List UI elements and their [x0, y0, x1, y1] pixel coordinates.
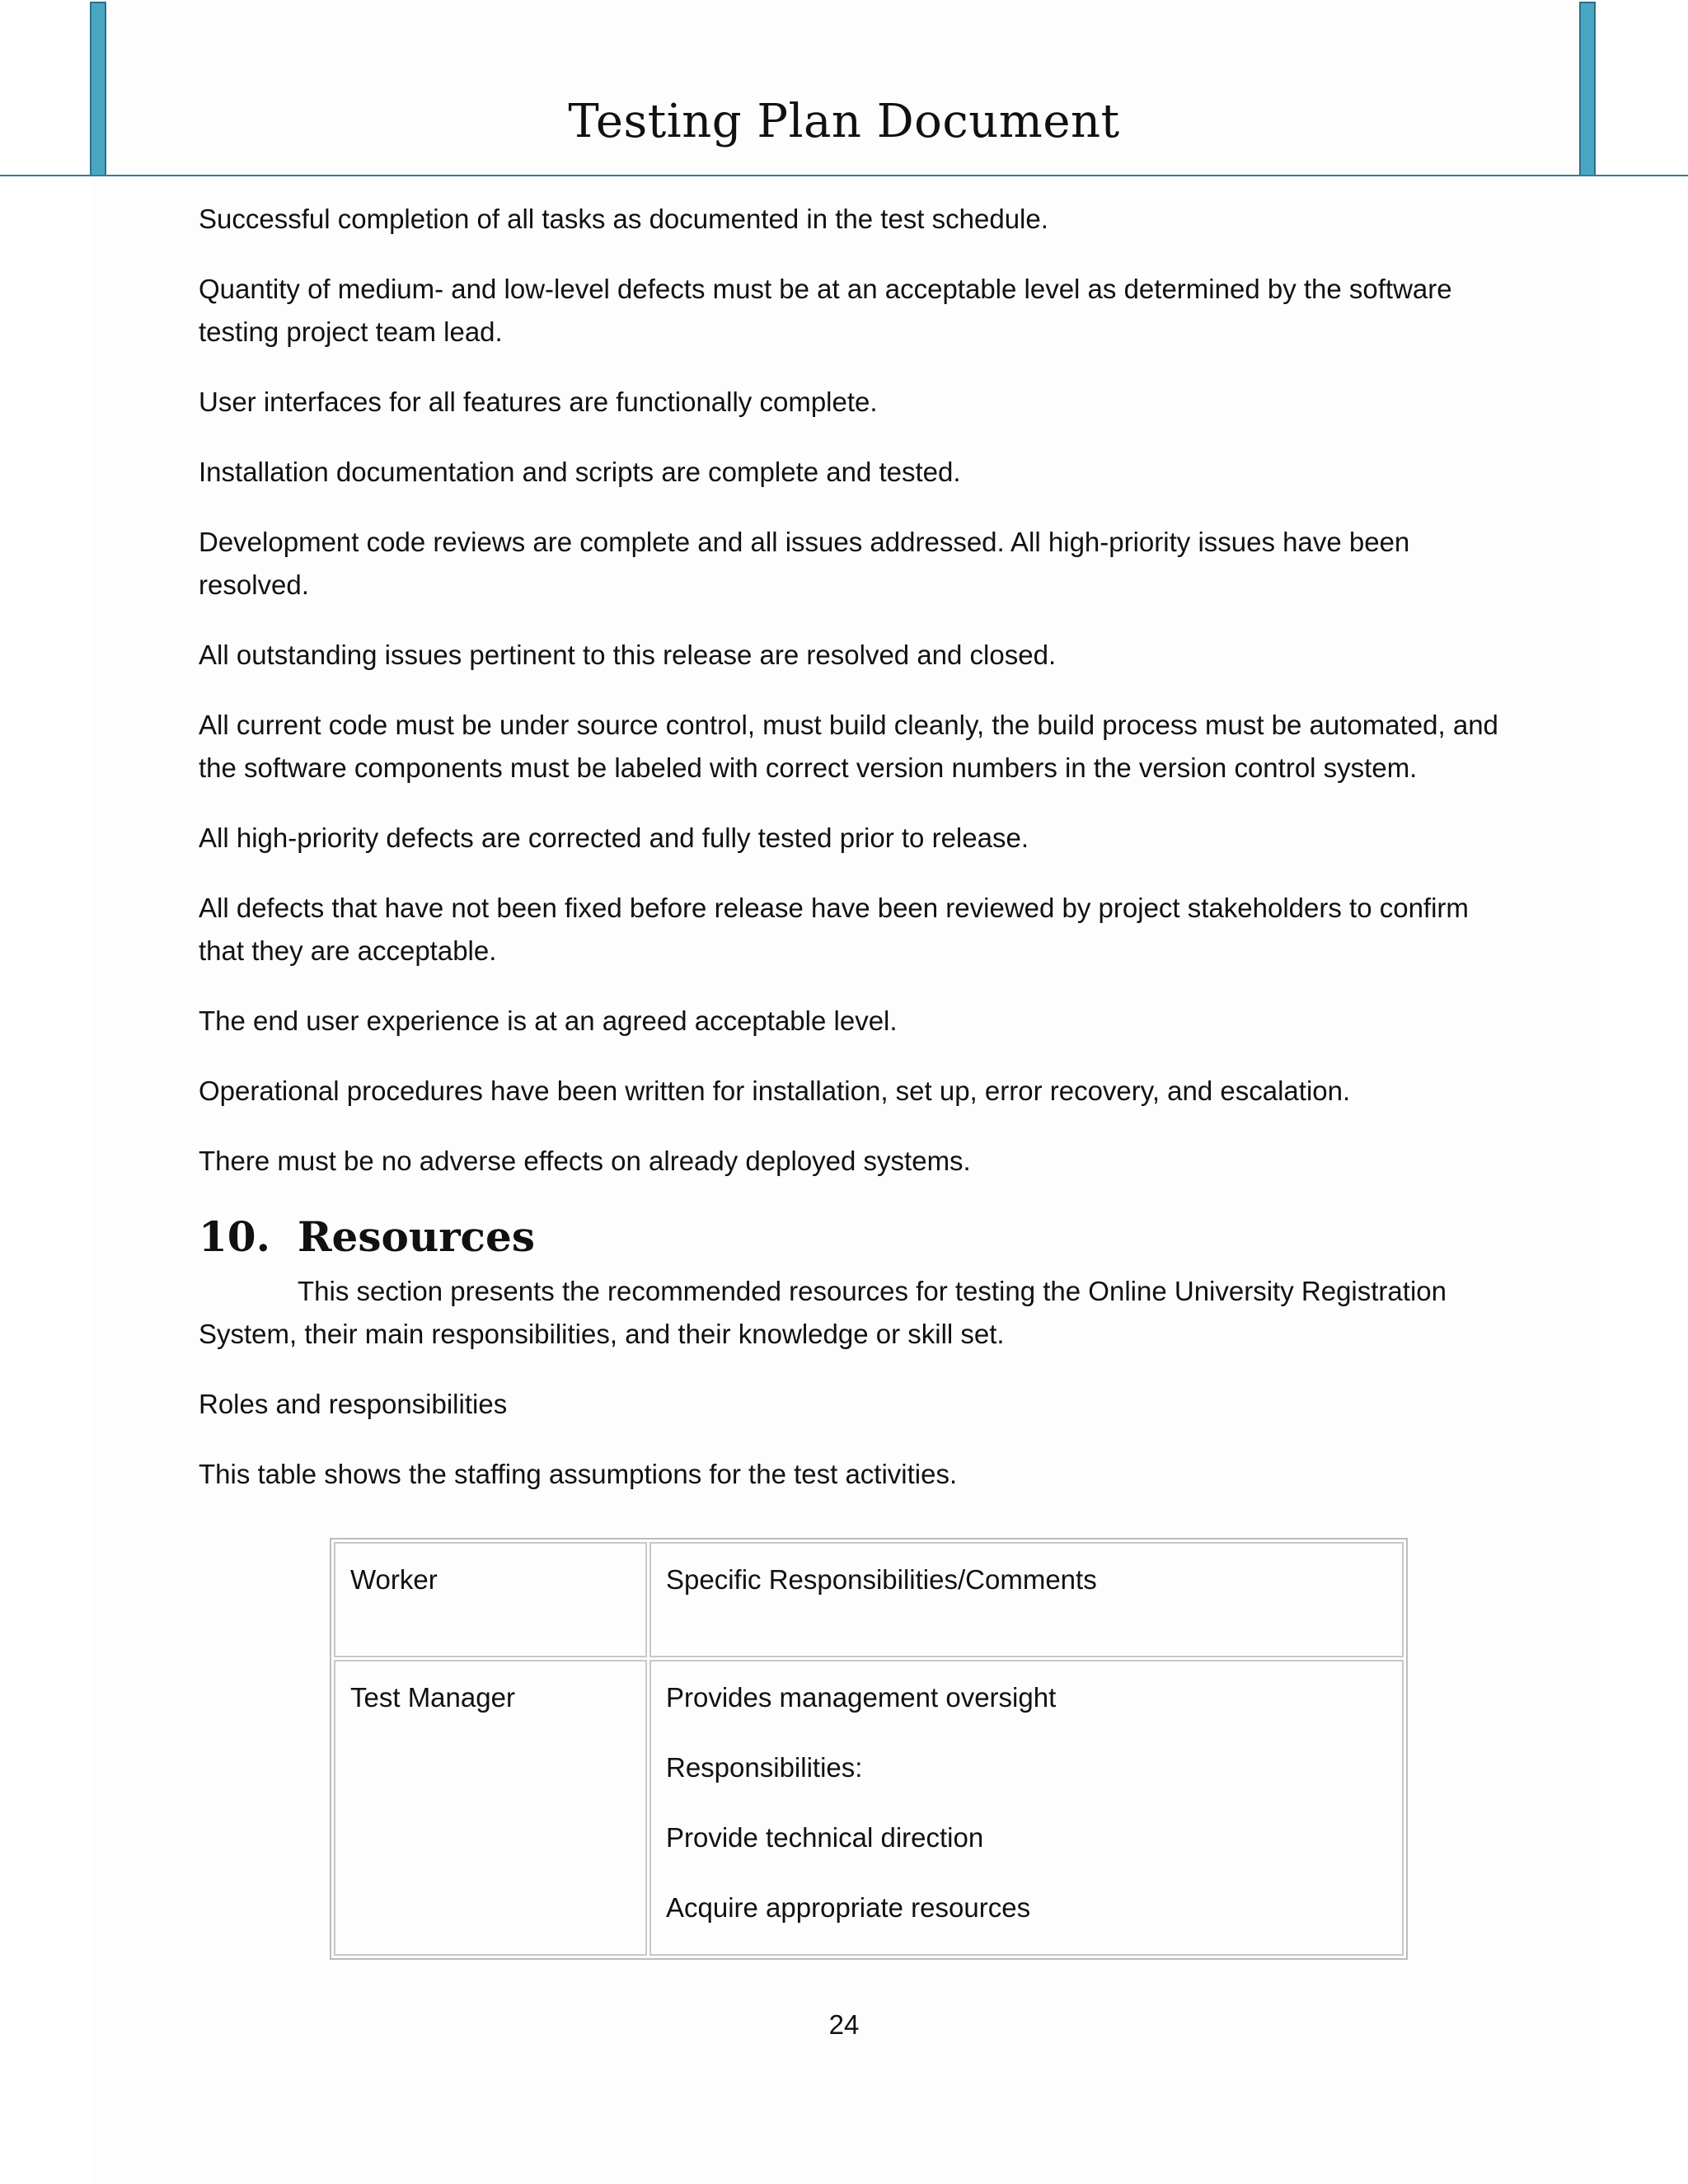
- section-number: 10.: [199, 1212, 270, 1261]
- responsibility-line: Acquire appropriate resources: [666, 1892, 1031, 1923]
- criteria-paragraph: Development code reviews are complete and all issues addressed. All high-priority issues have been resolved.: [199, 527, 1410, 600]
- criteria-paragraph: Quantity of medium- and low-level defects must be at an acceptable level as determined by the software testing project team lead.: [199, 274, 1452, 347]
- responsibilities-cell: [649, 1660, 1404, 1956]
- subheading-roles: Roles and responsibilities: [199, 1389, 508, 1419]
- table-header-cell: Worker: [334, 1542, 647, 1657]
- responsibility-line: Responsibilities:: [666, 1752, 863, 1783]
- criteria-paragraph: Installation documentation and scripts are complete and tested.: [199, 457, 961, 487]
- criteria-paragraph: The end user experience is at an agreed acceptable level.: [199, 1005, 898, 1036]
- criteria-paragraph: All outstanding issues pertinent to this release are resolved and closed.: [199, 640, 1057, 670]
- section-title: Resources: [298, 1212, 535, 1261]
- criteria-paragraph: Operational procedures have been written for installation, set up, error recovery, and escalation.: [199, 1076, 1351, 1106]
- page-number: 24: [828, 2009, 860, 2040]
- table-header-row: [334, 1542, 1404, 1657]
- criteria-paragraph: All high-priority defects are corrected and fully tested prior to release.: [199, 823, 1029, 853]
- document-body: [199, 198, 1517, 1523]
- criteria-paragraph: All current code must be under source control, must build cleanly, the build process must be automated, and the software components must be labeled with correct version numbers in the version control system.: [199, 710, 1498, 783]
- header-right-bar: [1579, 2, 1596, 176]
- staffing-table: [330, 1538, 1408, 1960]
- table-caption: This table shows the staffing assumptions for the test activities.: [199, 1459, 958, 1489]
- document-title: Testing Plan Document: [568, 95, 1120, 148]
- section-heading: [199, 1212, 1517, 1262]
- page-header: [0, 0, 1688, 177]
- criteria-paragraph: All defects that have not been fixed before release have been reviewed by project stakeholders to confirm that they are acceptable.: [199, 893, 1469, 966]
- responsibility-line: Provides management oversight: [666, 1682, 1057, 1713]
- section-intro: This section presents the recommended resources for testing the Online University Registration System, their main responsibilities, and their knowledge or skill set.: [199, 1276, 1447, 1349]
- header-left-bar: [90, 2, 106, 176]
- worker-cell: Test Manager: [334, 1660, 647, 1956]
- criteria-paragraph: User interfaces for all features are functionally complete.: [199, 387, 878, 417]
- responsibility-line: Provide technical direction: [666, 1822, 984, 1853]
- criteria-paragraph: There must be no adverse effects on already deployed systems.: [199, 1146, 971, 1176]
- header-rule: [0, 175, 1688, 176]
- criteria-paragraph: Successful completion of all tasks as documented in the test schedule.: [199, 204, 1048, 234]
- table-header-cell: Specific Responsibilities/Comments: [649, 1542, 1404, 1657]
- table-row: [334, 1660, 1404, 1956]
